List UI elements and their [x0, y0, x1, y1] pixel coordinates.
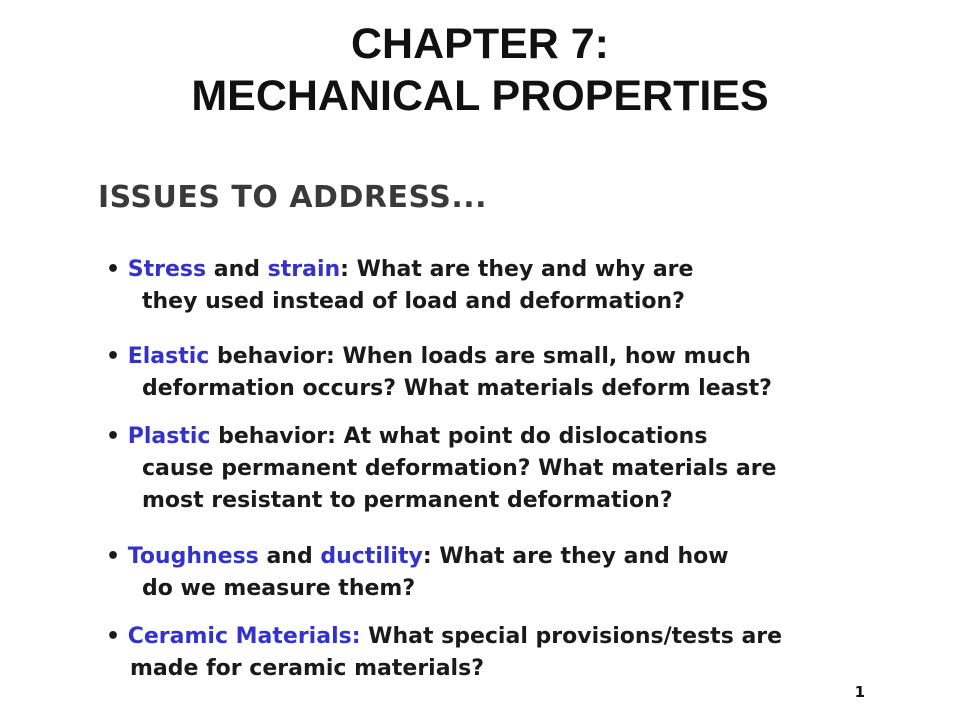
title-line-2: MECHANICAL PROPERTIES	[191, 72, 769, 120]
keyword-toughness: Toughness	[127, 544, 259, 569]
issue-text: What special provisions/tests are	[360, 624, 783, 649]
issue-text: and	[258, 544, 321, 569]
issue-stress-strain	[106, 254, 693, 318]
issue-text: : What are they and how	[422, 544, 729, 569]
keyword-strain: strain	[267, 257, 341, 282]
issue-text-continued: deformation occurs? What materials deform least?	[142, 376, 772, 401]
issue-plastic	[106, 421, 776, 517]
page-number: 1	[854, 683, 865, 701]
issue-text-continued: they used instead of load and deformation?	[142, 289, 685, 314]
keyword-ceramic: Ceramic Materials:	[127, 624, 361, 649]
issue-text-continued: do we measure them?	[142, 576, 416, 601]
section-heading: ISSUES TO ADDRESS...	[98, 180, 488, 215]
issue-text-continued: made for ceramic materials?	[130, 656, 484, 681]
title-line-1: CHAPTER 7:	[350, 20, 610, 68]
issue-text: and	[206, 257, 268, 282]
issue-text-continued: cause permanent deformation? What materials are	[142, 456, 777, 481]
keyword-plastic: Plastic	[127, 424, 211, 449]
bullet: •	[106, 257, 121, 282]
slide-title	[0, 18, 960, 122]
issue-text: behavior: When loads are small, how much	[209, 344, 751, 369]
bullet: •	[106, 344, 121, 369]
bullet: •	[106, 424, 121, 449]
keyword-stress: Stress	[127, 257, 207, 282]
issue-text-continued: most resistant to permanent deformation?	[142, 488, 673, 513]
issue-toughness-ductility	[106, 541, 729, 605]
issue-text: behavior: At what point do dislocations	[210, 424, 708, 449]
bullet: •	[106, 624, 121, 649]
issue-elastic	[106, 341, 772, 405]
bullet: •	[106, 544, 121, 569]
keyword-ductility: ductility	[320, 544, 423, 569]
issue-ceramic	[106, 621, 782, 685]
issue-text: : What are they and why are	[340, 257, 694, 282]
keyword-elastic: Elastic	[127, 344, 210, 369]
